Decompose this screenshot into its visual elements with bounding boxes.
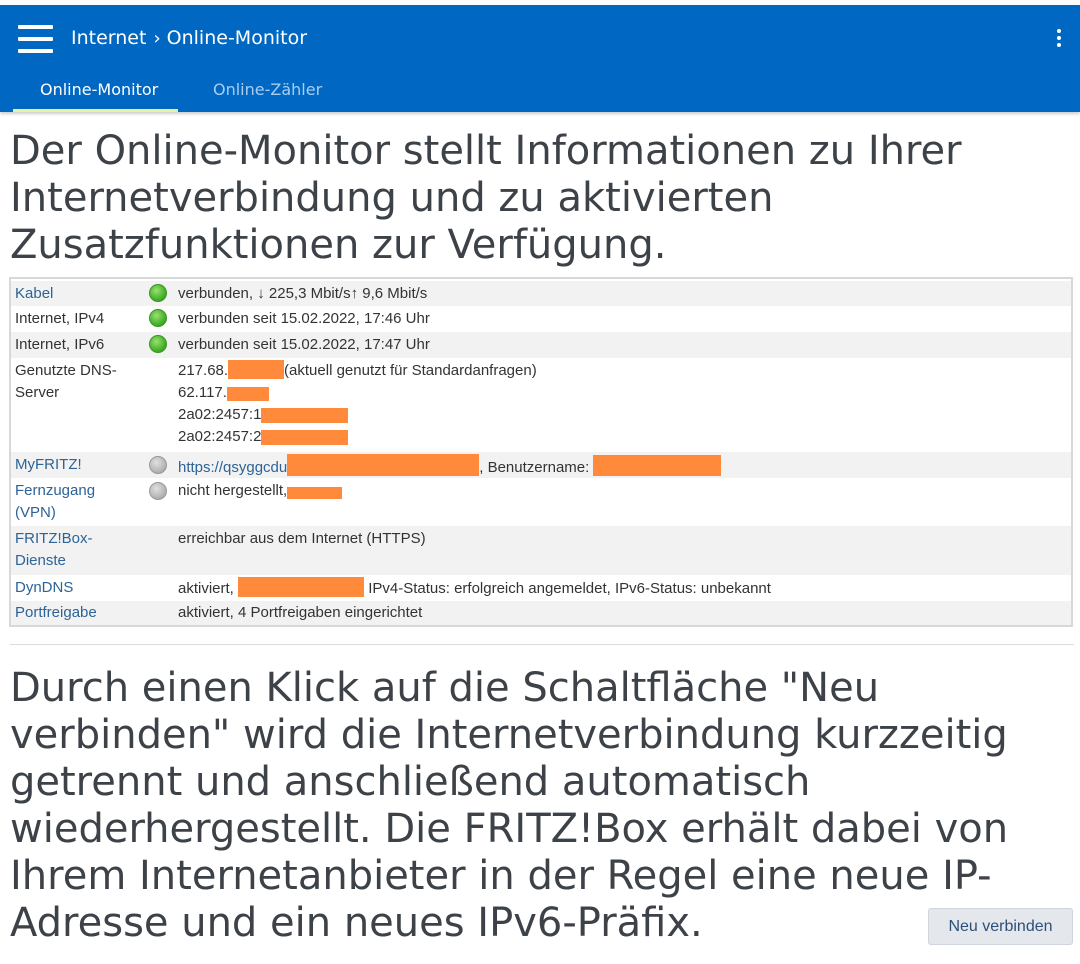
redaction-mark	[287, 454, 479, 476]
table-row	[11, 601, 1071, 625]
redaction-mark	[228, 360, 284, 379]
chevron-right-icon: ›	[153, 27, 161, 49]
redaction-mark	[287, 487, 342, 499]
row-label-dns: Genutzte DNS-Server	[15, 362, 117, 401]
dns-server-list	[178, 360, 537, 448]
redaction-mark	[261, 430, 348, 445]
tab-bar	[13, 75, 349, 112]
breadcrumb	[71, 27, 307, 49]
status-led-green-icon	[149, 284, 167, 302]
row-value-portfreigabe: aktiviert, 4 Portfreigaben eingerichtet	[178, 604, 423, 621]
myfritz-url-link[interactable]: https://qsyggcdu	[178, 459, 288, 476]
row-label-portfreigabe[interactable]: Portfreigabe	[15, 604, 97, 621]
table-row	[11, 526, 1071, 575]
breadcrumb-internet[interactable]: Internet	[71, 27, 147, 49]
row-label-dyndns[interactable]: DynDNS	[15, 579, 74, 596]
table-row	[11, 358, 1071, 452]
reconnect-button[interactable]: Neu verbinden	[928, 908, 1073, 945]
table-row	[11, 478, 1071, 526]
redaction-mark	[593, 455, 721, 476]
redaction-mark	[227, 387, 269, 401]
table-row	[11, 306, 1071, 332]
table-row	[11, 281, 1071, 306]
table-row	[11, 575, 1071, 601]
row-value-ipv4: verbunden seit 15.02.2022, 17:46 Uhr	[178, 310, 430, 327]
status-led-green-icon	[149, 309, 167, 327]
status-led-gray-icon	[149, 456, 167, 474]
status-led-gray-icon	[149, 482, 167, 500]
row-value-vpn: nicht hergestellt,	[178, 480, 342, 502]
row-value-fritzbox-dienste: erreichbar aus dem Internet (HTTPS)	[178, 530, 426, 547]
dns-server-entry: 217.68. (aktuell genutzt für Standardanfragen)	[178, 362, 537, 379]
tab-online-zaehler[interactable]: Online-Zähler	[213, 80, 323, 99]
tab-online-monitor[interactable]: Online-Monitor	[13, 75, 178, 112]
row-value-kabel: verbunden, ↓ 225,3 Mbit/s↑ 9,6 Mbit/s	[178, 285, 428, 302]
row-value-dyndns: aktiviert, IPv4-Status: erfolgreich angemeldet, IPv6-Status: unbekannt	[178, 577, 771, 600]
row-label-fritzbox-dienste[interactable]: FRITZ!Box-Dienste	[15, 530, 93, 569]
row-value-myfritz: https://qsyggcdu , Benutzername:	[178, 454, 721, 479]
breadcrumb-online-monitor: Online-Monitor	[166, 27, 308, 49]
row-label-ipv4: Internet, IPv4	[15, 310, 105, 327]
hamburger-menu-icon[interactable]	[18, 25, 53, 53]
dns-server-entry: 2a02:2457:2	[178, 426, 537, 448]
row-label-vpn[interactable]: Fernzugang (VPN)	[15, 482, 96, 521]
app-header	[0, 5, 1080, 112]
redaction-mark	[238, 577, 364, 597]
redaction-mark	[261, 408, 348, 423]
table-row	[11, 452, 1071, 478]
reconnect-explanation: Durch einen Klick auf die Schaltfläche "Neu verbinden" wird die Internetverbindung kurzzeitig getrennt und anschließend automatisch wiederhergestellt. Die FRITZ!Box erhält dabei von Ihrem Internetanbieter in der Regel eine neue IP-Adresse und ein neues IPv6-Präfix.	[10, 665, 1009, 946]
status-table	[9, 277, 1073, 627]
table-row	[11, 332, 1071, 358]
intro-text: Der Online-Monitor stellt Informationen zu Ihrer Internetverbindung und zu aktivierten Zusatzfunktionen zur Verfügung.	[10, 128, 962, 268]
dns-server-entry: 62.117.	[178, 382, 537, 404]
more-options-icon[interactable]	[1052, 27, 1066, 49]
dns-server-entry: 2a02:2457:1	[178, 404, 537, 426]
row-label-ipv6: Internet, IPv6	[15, 336, 105, 353]
row-value-ipv6: verbunden seit 15.02.2022, 17:47 Uhr	[178, 336, 430, 353]
divider	[10, 644, 1074, 645]
status-led-green-icon	[149, 335, 167, 353]
row-label-kabel[interactable]: Kabel	[15, 285, 54, 302]
row-label-myfritz[interactable]: MyFRITZ!	[15, 456, 82, 473]
